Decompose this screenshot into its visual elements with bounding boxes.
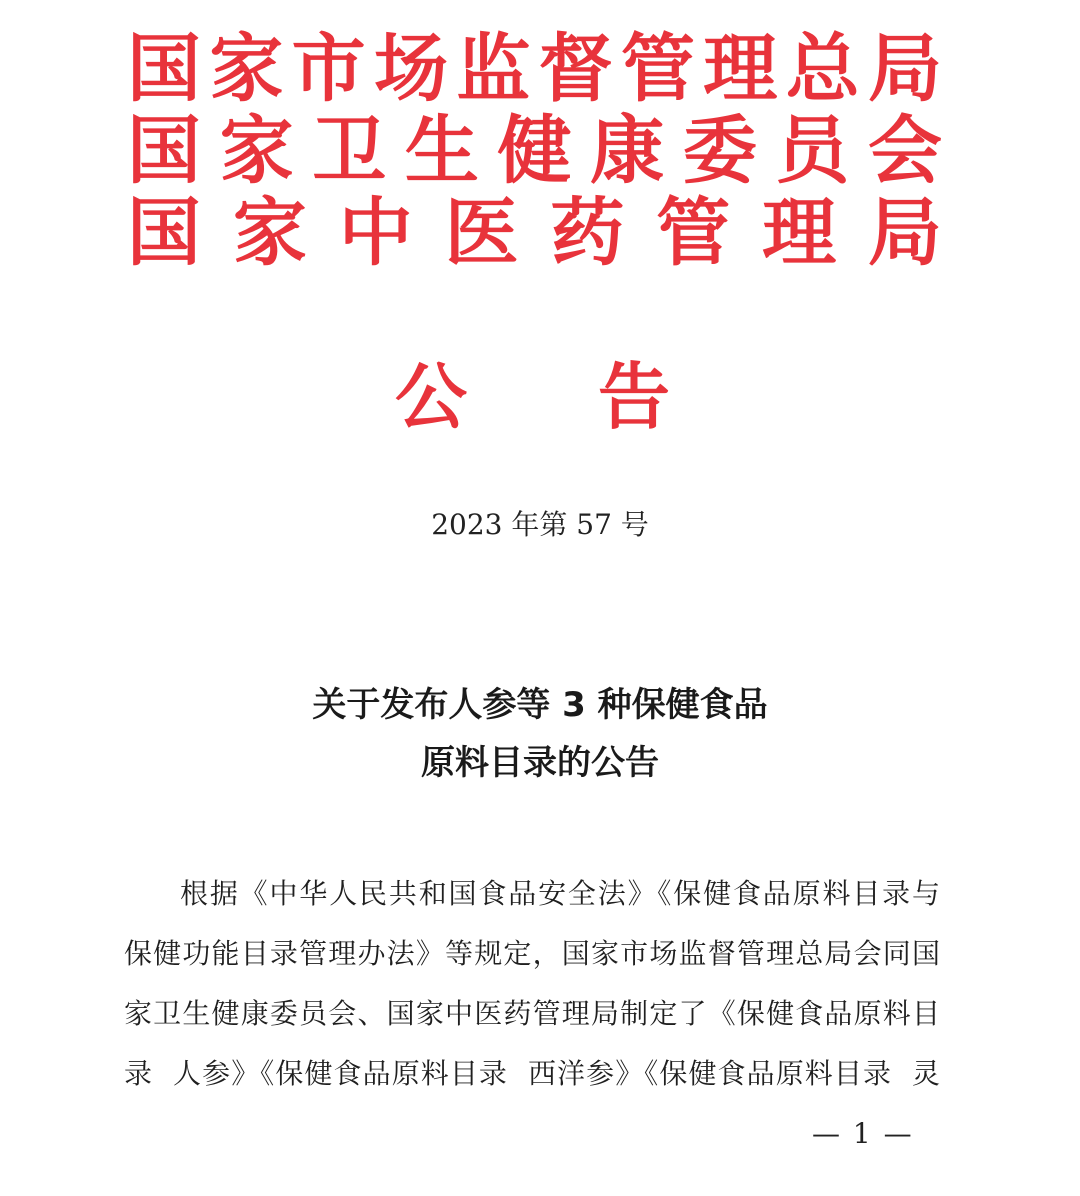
heading-line-2: 原料目录的公告 (421, 743, 659, 783)
body-line: 保健功能目录管理办法》等规定，国家市场监督管理总局会同国 (124, 937, 940, 970)
page-number: — 1 — (812, 1117, 914, 1150)
issuing-agencies (127, 28, 942, 274)
body-line: 家卫生健康委员会、国家中医药管理局制定了《保健食品原料目 (124, 997, 940, 1030)
announcement-heading (0, 676, 1080, 792)
body-line: 根据《中华人民共和国食品安全法》《保健食品原料目录与 (180, 877, 940, 910)
document-type-title: 公 告 (395, 355, 670, 439)
heading-line-1: 关于发布人参等 3 种保健食品 (312, 685, 768, 725)
issuer-natcm: 国 家 中 医 药 管 理 局 (127, 190, 942, 276)
body-paragraph (124, 864, 940, 1104)
issuer-samr: 国 家 市 场 监 督 管 理 总 局 (127, 26, 942, 112)
document-number: 2023 年第 57 号 (431, 508, 649, 541)
issuer-nhc: 国 家 卫 生 健 康 委 员 会 (127, 108, 942, 194)
body-line: 录 人参》《保健食品原料目录 西洋参》《保健食品原料目录 灵 (124, 1057, 940, 1090)
